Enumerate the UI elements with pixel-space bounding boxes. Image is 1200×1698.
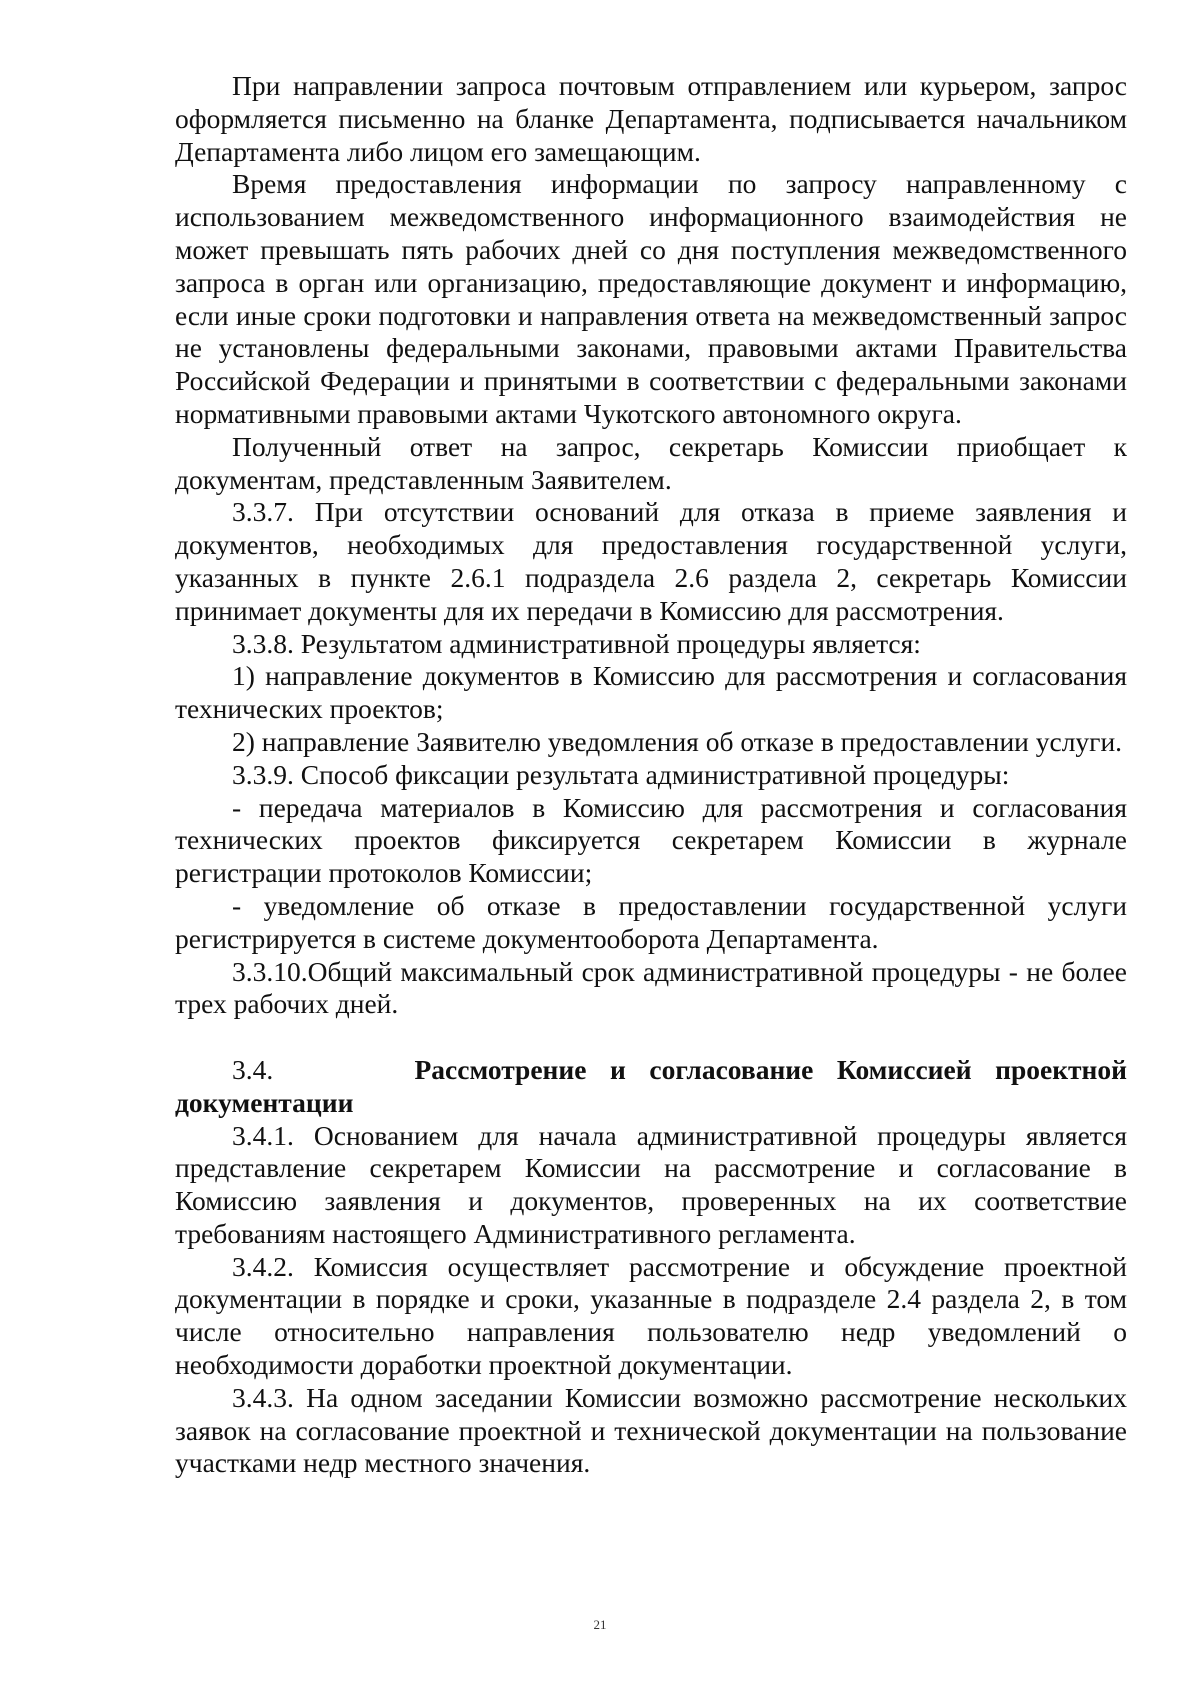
list-item-result-1: 1) направление документов в Комиссию для рассмотрения и согласования технических проектов; xyxy=(175,660,1127,725)
section-spacer xyxy=(175,1021,1127,1054)
paragraph-request-by-mail: При направлении запроса почтовым отправлением или курьером, запрос оформляется письменно на бланке Департамента, подписывается начальником Департамента либо лицом его замещающим. xyxy=(175,70,1127,167)
page-number: 21 xyxy=(593,1617,607,1632)
list-item-result-2: 2) направление Заявителю уведомления об отказе в предоставлении услуги. xyxy=(232,725,1123,757)
paragraph-3-4-2: 3.4.2. Комиссия осуществляет рассмотрение и обсуждение проектной документации в порядке и сроки, указанные в подразделе 2.4 раздела 2, в том числе относительно направления пользователю недр уведомлений о необходимости доработки проектной документации. xyxy=(175,1250,1127,1381)
paragraph-response-attached: Полученный ответ на запрос, секретарь Комиссии приобщает к документам, представленным Заявителем. xyxy=(175,430,1127,495)
paragraph-3-4-3: 3.4.3. На одном заседании Комиссии возможно рассмотрение нескольких заявок на согласование проектной и технической документации на пользование участками недр местного значения. xyxy=(175,1381,1127,1479)
paragraph-3-4-1: 3.4.1. Основанием для начала административной процедуры является представление секретарем Комиссии на рассмотрение и согласование в Комиссию заявления и документов, проверенных на их соответствие требованиям настоящего Административного регламента. xyxy=(175,1119,1127,1249)
paragraph-response-time: Время предоставления информации по запросу направленному с использованием межведомственного информационного взаимодействия не может превышать пять рабочих дней со дня поступления межведомственного запроса в орган или организацию, предоставляющие документ и информацию, если иные сроки подготовки и направления ответа на межведомственный запрос не установлены федеральными законами, правовыми актами Правительства Российской Федерации и принятыми в соответствии с федеральными законами нормативными правовыми актами Чукотского автономного округа. xyxy=(175,168,1127,429)
document-page xyxy=(175,70,1127,1480)
paragraph-3-3-8: 3.3.8. Результатом административной процедуры является: xyxy=(232,627,921,659)
section-number: 3.4. xyxy=(232,1053,274,1085)
list-item-fixation-1: - передача материалов в Комиссию для рассмотрения и согласования технических проектов фиксируется секретарем Комиссии в журнале регистрации протоколов Комиссии; xyxy=(175,791,1127,889)
paragraph-3-3-7: 3.3.7. При отсутствии оснований для отказа в приеме заявления и документов, необходимых для предоставления государственной услуги, указанных в пункте 2.6.1 подраздела 2.6 раздела 2, секретарь Комиссии принимает документы для их передачи в Комиссию для рассмотрения. xyxy=(175,496,1127,626)
section-heading-3-4 xyxy=(175,1054,1127,1120)
section-title: Рассмотрение и согласование Комиссией проектной документации xyxy=(175,1053,1127,1118)
list-item-fixation-2: - уведомление об отказе в предоставлении государственной услуги регистрируется в системе документооборота Департамента. xyxy=(175,889,1127,954)
paragraph-3-3-10: 3.3.10.Общий максимальный срок административной процедуры - не более трех рабочих дней. xyxy=(175,955,1127,1020)
paragraph-3-3-9: 3.3.9. Способ фиксации результата административной процедуры: xyxy=(232,758,1010,790)
